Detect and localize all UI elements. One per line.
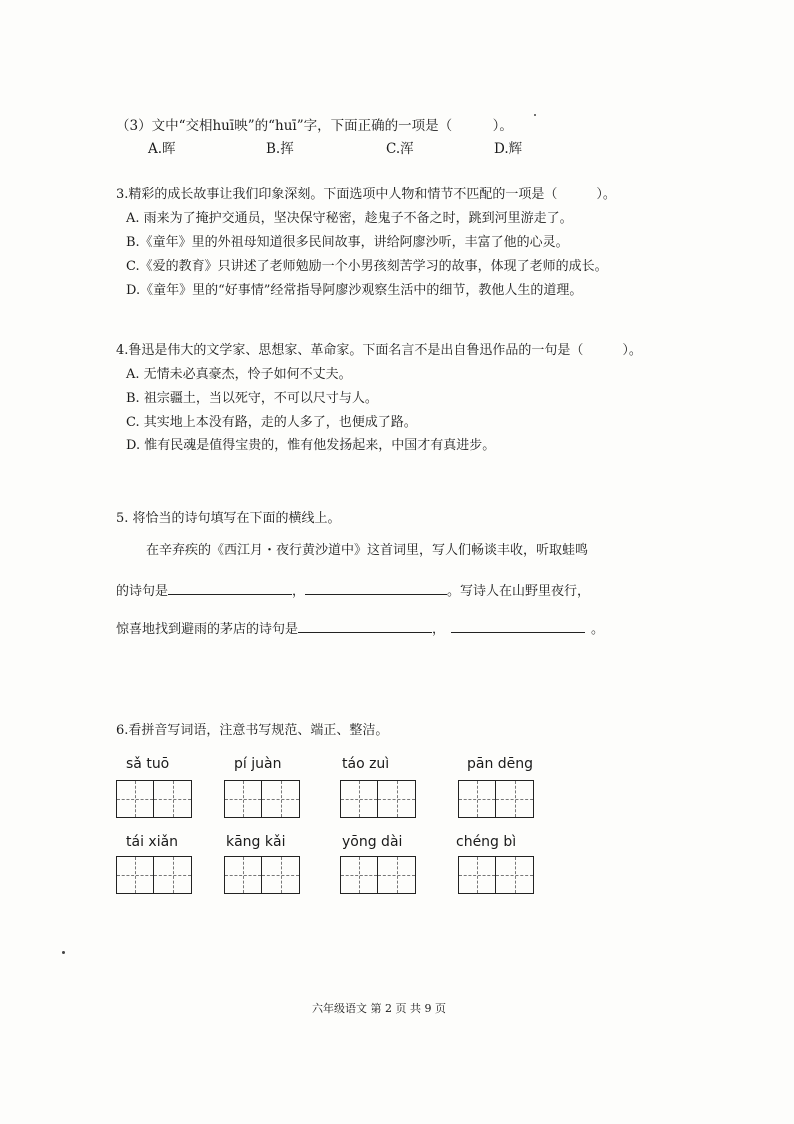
- writing-grid-2[interactable]: [224, 780, 300, 818]
- writing-grid-3[interactable]: [340, 780, 416, 818]
- pinyin-6: kāng kǎi: [226, 834, 286, 850]
- q4-option-d[interactable]: D. 惟有民魂是值得宝贵的，惟有他发扬起来，中国才有真进步。: [126, 438, 496, 453]
- pinyin-3: táo zuì: [342, 756, 390, 772]
- q3-sub-option-c[interactable]: C.浑: [386, 141, 414, 157]
- pinyin-2: pí juàn: [234, 756, 282, 772]
- scan-speck: [534, 114, 536, 116]
- q3-option-b[interactable]: B.《童年》里的外祖母知道很多民间故事，讲给阿廖沙听，丰富了他的心灵。: [126, 235, 569, 250]
- q3-stem: 3.精彩的成长故事让我们印象深刻。下面选项中人物和情节不匹配的一项是（ ）。: [116, 187, 616, 202]
- q5-comma-1: ，: [292, 584, 306, 599]
- answer-blank-3[interactable]: [298, 618, 432, 633]
- q3-sub-option-b[interactable]: B.挥: [266, 141, 294, 157]
- q4-option-c[interactable]: C. 其实地上本没有路，走的人多了，也便成了路。: [126, 415, 417, 430]
- answer-blank-4[interactable]: [451, 618, 585, 633]
- writing-grid-4[interactable]: [458, 780, 534, 818]
- q5-comma-2: ，: [432, 622, 446, 637]
- page-footer: 六年级语文 第 2 页 共 9 页: [312, 1002, 446, 1015]
- q3-option-c[interactable]: C.《爱的教育》只讲述了老师勉励一个小男孩刻苦学习的故事，体现了老师的成长。: [126, 259, 608, 274]
- scan-speck: [62, 951, 65, 954]
- pinyin-1: sǎ tuō: [126, 756, 170, 772]
- q3-sub-stem: （3）文中“交相huī映”的“huī”字，下面正确的一项是（ ）。: [116, 118, 513, 134]
- q3-sub-option-a[interactable]: A.晖: [148, 141, 176, 157]
- pinyin-8: chéng bì: [456, 834, 517, 850]
- q3-sub-option-d[interactable]: D.辉: [494, 141, 523, 157]
- q5-line2: [116, 580, 590, 601]
- answer-blank-2[interactable]: [305, 580, 447, 595]
- q3-option-d[interactable]: D.《童年》里的“好事情”经常指导阿廖沙观察生活中的细节，教他人生的道理。: [126, 283, 583, 298]
- q5-line3-prefix: 惊喜地找到避雨的茅店的诗句是: [116, 622, 299, 637]
- pinyin-4: pān dēng: [467, 756, 534, 772]
- writing-grid-6[interactable]: [224, 856, 300, 894]
- q4-option-b[interactable]: B. 祖宗疆土，当以死守，不可以尺寸与人。: [126, 391, 378, 406]
- q5-line3: [116, 618, 604, 639]
- pinyin-7: yōng dài: [342, 834, 403, 850]
- q4-stem: 4.鲁迅是伟大的文学家、思想家、革命家。下面名言不是出自鲁迅作品的一句是（ ）。: [116, 343, 642, 358]
- writing-grid-8[interactable]: [458, 856, 534, 894]
- q5-stem: 5. 将恰当的诗句填写在下面的横线上。: [116, 511, 341, 526]
- writing-grid-1[interactable]: [116, 780, 192, 818]
- answer-blank-1[interactable]: [168, 580, 292, 595]
- q6-stem: 6.看拼音写词语，注意书写规范、端正、整洁。: [116, 723, 389, 738]
- q3-option-a[interactable]: A. 雨来为了掩护交通员，坚决保守秘密，趁鬼子不备之时，跳到河里游走了。: [126, 211, 573, 226]
- q5-period: 。: [591, 622, 605, 637]
- q4-option-a[interactable]: A. 无情未必真豪杰，怜子如何不丈夫。: [126, 367, 352, 382]
- writing-grid-7[interactable]: [340, 856, 416, 894]
- q5-line2-suffix: 。写诗人在山野里夜行，: [447, 584, 591, 599]
- q5-line2-prefix: 的诗句是: [116, 584, 169, 599]
- pinyin-5: tái xiǎn: [126, 834, 179, 850]
- writing-grid-5[interactable]: [116, 856, 192, 894]
- q5-line1: 在辛弃疾的《西江月・夜行黄沙道中》这首词里，写人们畅谈丰收，听取蛙鸣: [146, 543, 589, 558]
